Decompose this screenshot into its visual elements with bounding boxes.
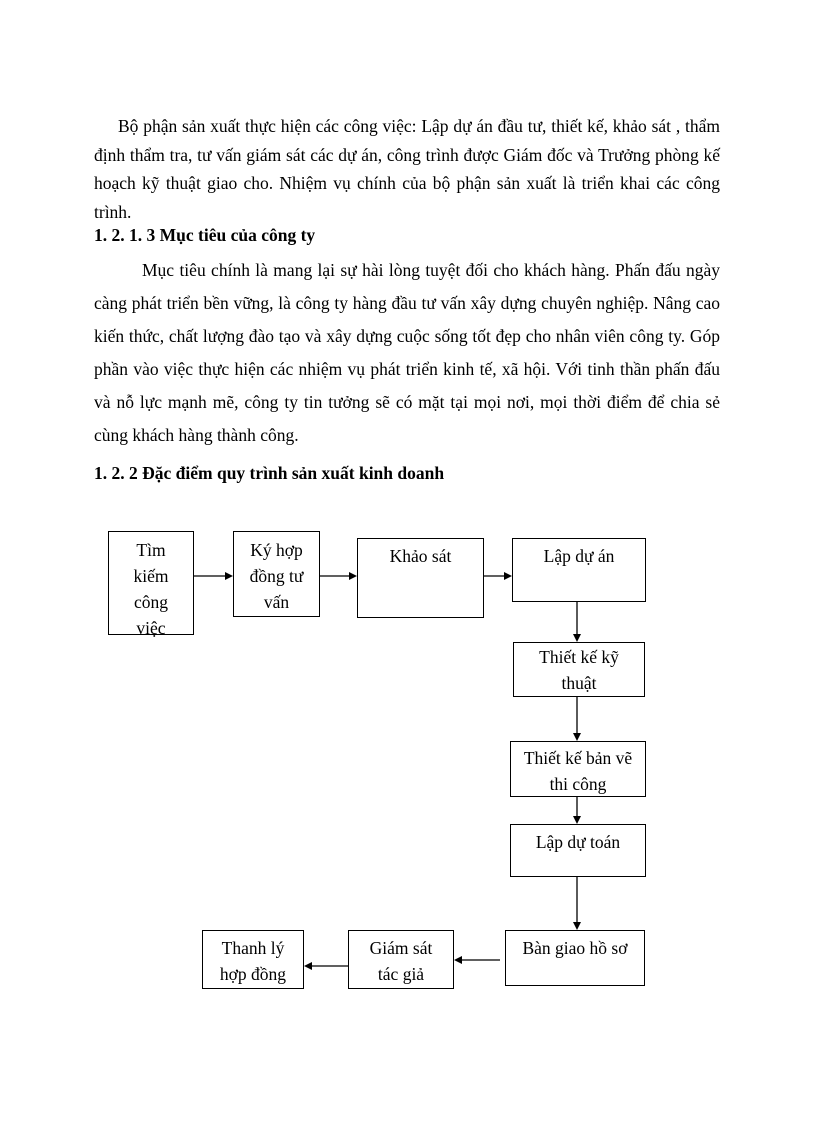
flow-box-giam-sat: Giám sát tác giả — [348, 930, 454, 989]
flow-box-lap-du-toan: Lập dự toán — [510, 824, 646, 877]
paragraph-company-goals: Mục tiêu chính là mang lại sự hài lòng tuyệt đối cho khách hàng. Phấn đấu ngày càng phát triển bền vững, là công ty hàng đầu tư vấn xây dựng chuyên nghiệp. Nâng cao kiến thức, chất lượng đào tạo và xây dựng cuộc sống tốt đẹp cho nhân viên công ty. Góp phần vào việc thực hiện các nhiệm vụ phát triển kinh tế, xã hội. Với tinh thần phấn đấu và nỗ lực mạnh mẽ, công ty tin tưởng sẽ có mặt tại mọi nơi, mọi thời điểm để chia sẻ cùng khách hàng thành công. — [94, 260, 720, 445]
heading-business-process: 1. 2. 2 Đặc điểm quy trình sản xuất kinh doanh — [94, 463, 445, 483]
flow-box-thiet-ke-ban-ve: Thiết kế bản vẽ thi công — [510, 741, 646, 797]
arrow-khao-sat-to-lap-du-an — [484, 572, 512, 580]
flow-box-khao-sat: Khảo sát — [357, 538, 484, 618]
arrow-giam-sat-to-thanh-ly — [304, 962, 348, 970]
arrow-lap-du-toan-to-ban-giao — [573, 877, 581, 930]
arrow-ban-giao-to-giam-sat — [454, 956, 500, 964]
paragraph-production-dept: Bộ phận sản xuất thực hiện các công việc: Lập dự án đầu tư, thiết kế, khảo sát , thẩm định thẩm tra, tư vấn giám sát các dự án, công trình được Giám đốc và Trưởng phòng kế hoạch kỹ thuật giao cho. Nhiệm vụ chính của bộ phận sản xuất là triển khai các công trình. — [94, 116, 720, 222]
arrow-ban-ve-to-lap-du-toan — [573, 797, 581, 824]
arrow-lap-du-an-to-thiet-ke-ky-thuat — [573, 602, 581, 642]
arrow-ky-hop-dong-to-khao-sat — [320, 572, 357, 580]
arrow-tim-kiem-to-ky-hop-dong — [194, 572, 233, 580]
flow-box-tim-kiem: Tìm kiếm công việc — [108, 531, 194, 635]
flow-box-thiet-ke-ky-thuat: Thiết kế kỹ thuật — [513, 642, 645, 697]
arrow-thiet-ke-ky-thuat-to-ban-ve — [573, 697, 581, 741]
flow-box-ky-hop-dong: Ký hợp đồng tư vấn — [233, 531, 320, 617]
flow-box-thanh-ly: Thanh lý hợp đồng — [202, 930, 304, 989]
flow-box-lap-du-an: Lập dự án — [512, 538, 646, 602]
flow-box-ban-giao: Bàn giao hồ sơ — [505, 930, 645, 986]
heading-company-goals: 1. 2. 1. 3 Mục tiêu của công ty — [94, 225, 316, 245]
